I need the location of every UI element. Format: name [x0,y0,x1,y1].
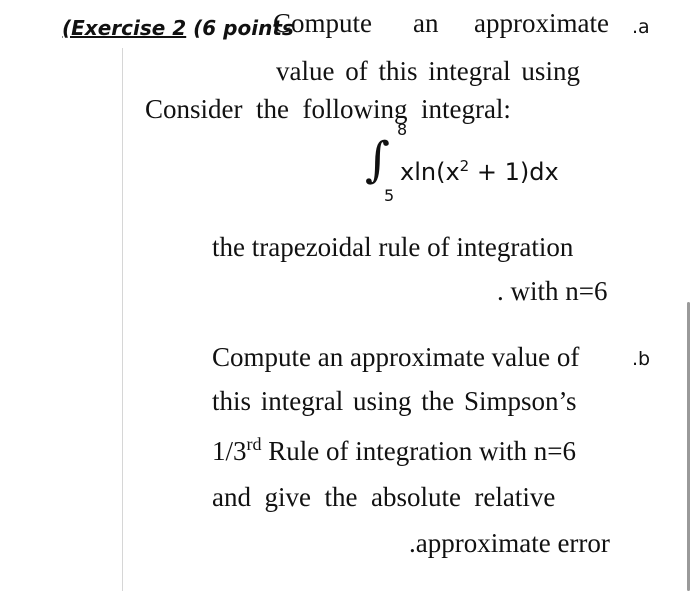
exercise-heading [62,16,294,40]
integral-sign: ∫ [365,132,391,188]
points-label: (6 points [186,16,294,40]
trapezoidal-line: the trapezoidal rule of integration [212,232,574,262]
an-word: an [413,8,439,38]
part-b-line: Compute an approximate value of [212,342,580,372]
consider-line: Consider the following integral: [145,94,511,124]
part-a-marker: .a [632,16,650,38]
rule-line [212,436,576,467]
rule-fraction: 1/3 [212,436,247,466]
scrollbar-thumb[interactable] [687,302,690,591]
part-b-marker: .b [632,348,651,370]
integrand [400,158,559,186]
error-line: .approximate error [409,528,610,558]
compute-word: Compute [273,8,372,38]
approximate-word: approximate [474,8,609,38]
value-line: value of this integral using [276,56,580,86]
rule-superscript: rd [246,434,262,454]
integrand-pre: xln(x [400,158,460,186]
integrand-exponent: 2 [459,157,470,175]
absolute-line: and give the absolute relative [212,482,556,512]
margin-rule [122,48,123,591]
rule-text: Rule of integration with n=6 [261,436,576,466]
upper-limit: 8 [397,120,408,139]
integrand-post: + 1)dx [469,158,559,186]
with-n-line: . with n=6 [497,276,608,306]
exercise-label: (Exercise 2 [62,16,187,40]
lower-limit: 5 [384,186,395,205]
simpson-line: this integral using the Simpson’s [212,386,577,416]
